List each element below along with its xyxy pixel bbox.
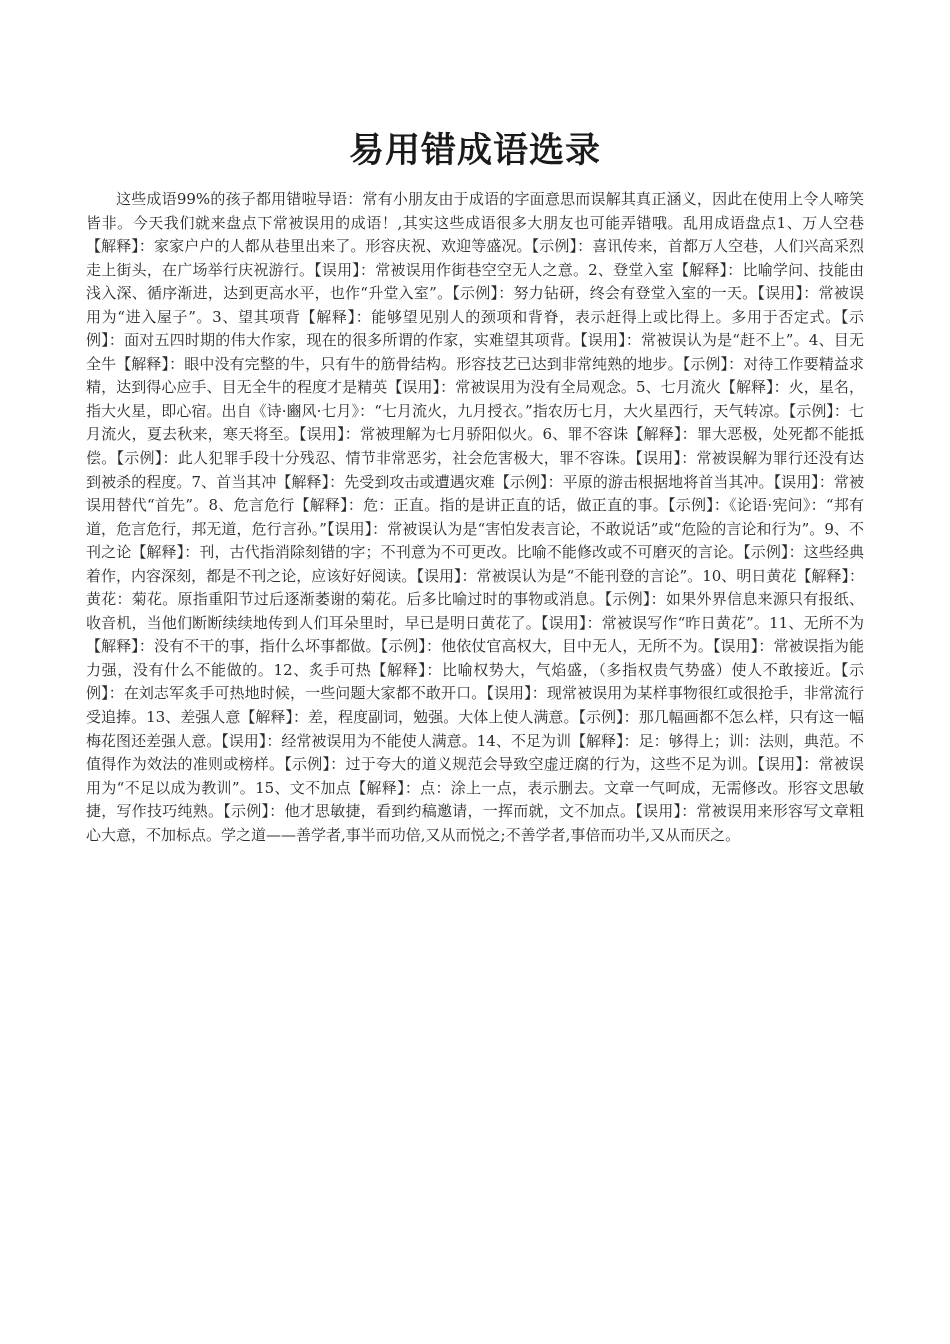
document-title: 易用错成语选录 [348,131,601,171]
document-body-paragraph: 这些成语99%的孩子都用错啦导语：常有小朋友由于成语的字面意思而误解其真正涵义，因此在使用上令人啼笑皆非。今天我们就来盘点下常被误用的成语！,其实这些成语很多大朋友也可能弄错哦。乱用成语盘点1、万人空巷【解释】：家家户户的人都从巷里出来了。形容庆祝、欢迎等盛况。【示例】：喜讯传来，首都万人空巷，人们兴高采烈走上街头，在广场举行庆祝游行。【误用】：常被误用作街巷空空无人之意。2、登堂入室【解释】：比喻学问、技能由浅入深、循序渐进，达到更高水平，也作“升堂入室”。【示例】：努力钻研，终会有登堂入室的一天。【误用】：常被误用为“进入屋子”。3、望其项背【解释】：能够望见别人的颈项和背脊，表示赶得上或比得上。多用于否定式。【示例】：面对五四时期的伟大作家，现在的很多所谓的作家，实难望其项背。【误用】：常被误认为是“赶不上”。4、目无全牛【解释】：眼中没有完整的牛，只有牛的筋骨结构。形容技艺已达到非常纯熟的地步。【示例】：对待工作要精益求精，达到得心应手、目无全牛的程度才是精英【误用】：常被误用为没有全局观念。5、七月流火【解释】：火，星名，指大火星，即心宿。出自《诗·豳风·七月》：“七月流火，九月授衣。”指农历七月，大火星西行，天气转凉。【示例】：七月流火，夏去秋来，寒天将至。【误用】：常被理解为七月骄阳似火。6、罪不容诛【解释】：罪大恶极，处死都不能抵偿。【示例】：此人犯罪手段十分残忍、情节非常恶劣，社会危害极大，罪不容诛。【误用】：常被误解为罪行还没有达到被杀的程度。7、首当其冲【解释】：先受到攻击或遭遇灾难【示例】：平原的游击根据地将首当其冲。【误用】：常被误用替代“首先”。8、危言危行【解释】：危：正直。指的是讲正直的话，做正直的事。【示例】：《论语·宪问》：“邦有道，危言危行，邦无道，危行言孙。”【误用】：常被误认为是“害怕发表言论，不敢说话”或“危险的言论和行为”。9、不刊之论【解释】：刊，古代指消除刻错的字；不刊意为不可更改。比喻不能修改或不可磨灭的言论。【示例】：这些经典着作，内容深刻，都是不刊之论，应该好好阅读。【误用】：常被误认为是“不能刊登的言论”。10、明日黄花【解释】：黄花：菊花。原指重阳节过后逐渐萎谢的菊花。后多比喻过时的事物或消息。【示例】：如果外界信息来源只有报纸、收音机，当他们断断续续地传到人们耳朵里时，早已是明日黄花了。【误用】：常被误写作“昨日黄花”。11、无所不为【解释】：没有不干的事，指什么坏事都做。【示例】：他依仗官高权大，目中无人，无所不为。【误用】：常被误指为能力强，没有什么不能做的。12、炙手可热【解释】：比喻权势大，气焰盛，（多指权贵气势盛）使人不敢接近。【示例】：在刘志军炙手可热地时候，一些问题大家都不敢开口。【误用】：现常被误用为某样事物很红或很抢手，非常流行受追捧。13、差强人意【解释】：差，程度副词，勉强。大体上使人满意。【示例】：那几幅画都不怎么样，只有这一幅梅花图还差强人意。【误用】：经常被误用为不能使人满意。14、不足为训【解释】：足：够得上；训：法则，典范。不值得作为效法的准则或榜样。【示例】：过于夸大的道义规范会导致空虚迂腐的行为，这些不足为训。【误用】：常被误用为“不足以成为教训”。15、文不加点【解释】：点：涂上一点，表示删去。文章一气呵成，无需修改。形容文思敏捷，写作技巧纯熟。【示例】：他才思敏捷，看到约稿邀请，一挥而就，文不加点。【误用】：常被误用来形容写文章粗心大意，不加标点。学之道——善学者,事半而功倍,又从而悦之;不善学者,事倍而功半,又从而厌之。 [86,190,864,844]
